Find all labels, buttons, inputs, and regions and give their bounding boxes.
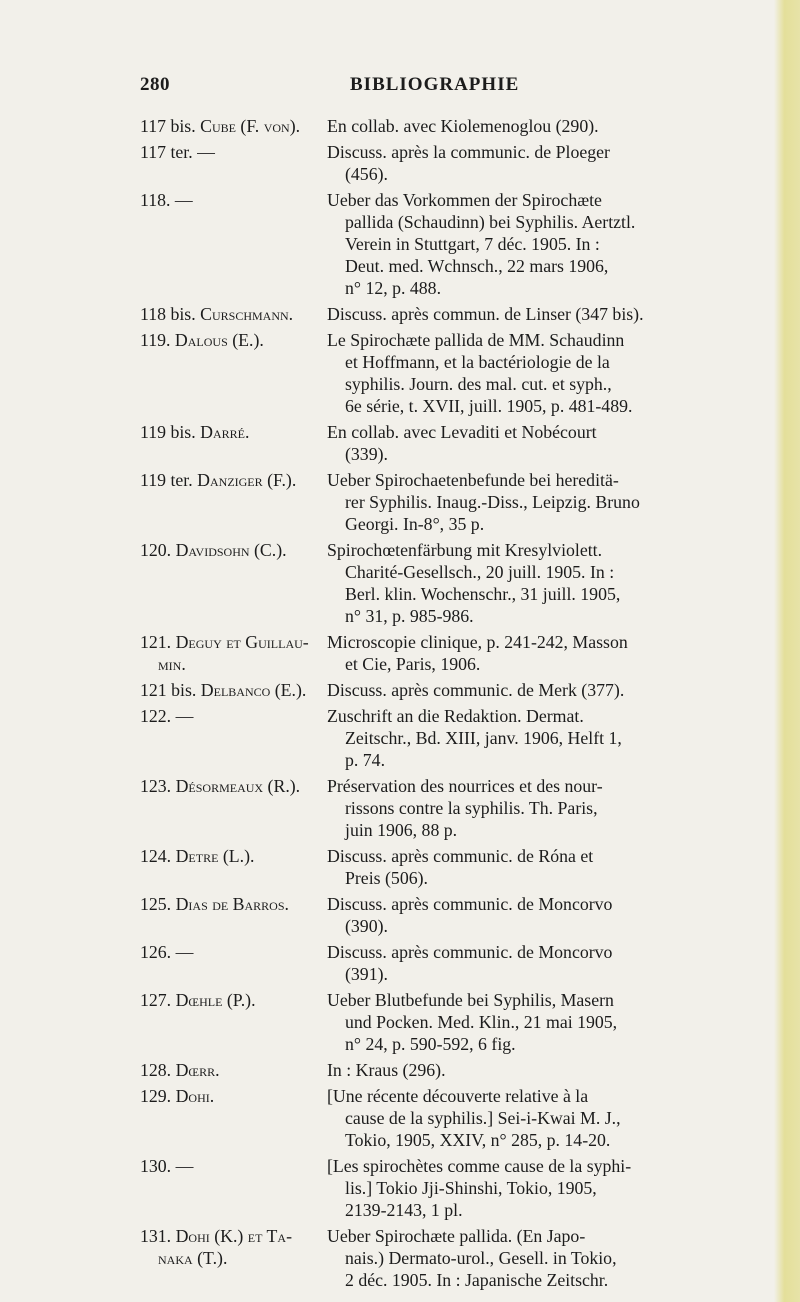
entry-line [0, 211, 800, 233]
entry-number: 125. [140, 894, 172, 914]
entry-number-author [140, 189, 316, 211]
entry-number-author [140, 539, 316, 561]
entry-text-line: nais.) Dermato-urol., Gesell. in Tokio, [345, 1248, 617, 1268]
entry-text-line: Berl. klin. Wochenschr., 31 juill. 1905, [345, 584, 621, 604]
entry-number: 131. [140, 1226, 172, 1246]
entry-author: Davidsohn (C.). [175, 540, 287, 560]
entry-line [0, 775, 800, 797]
entry-number: 119 ter. [140, 470, 193, 490]
entry-text-line: Tokio, 1905, XXIV, n° 285, p. 14-20. [345, 1130, 611, 1150]
entry-line [0, 797, 800, 819]
bibliography-entry [0, 845, 800, 889]
entry-line [0, 469, 800, 491]
entry-line [0, 1011, 800, 1033]
bibliography-entry [0, 941, 800, 985]
entry-number: 118 bis. [140, 304, 196, 324]
entry-number-author [140, 989, 316, 1011]
entry-author-continued [140, 653, 316, 675]
bibliography-entry [0, 1059, 800, 1081]
entry-line [0, 539, 800, 561]
entry-number-author [140, 1225, 316, 1247]
entry-author-continuation: naka (T.). [158, 1248, 228, 1268]
bibliography-entry [0, 1225, 800, 1291]
bibliography-entry [0, 631, 800, 675]
entry-line [0, 705, 800, 727]
entry-text-line: n° 31, p. 985-986. [345, 606, 474, 626]
entry-text-line: pallida (Schaudinn) bei Syphilis. Aertztl. [345, 212, 636, 232]
entry-number: 119 bis. [140, 422, 196, 442]
entry-text-line: Zuschrift an die Redaktion. Dermat. [327, 706, 584, 726]
entry-number-author [140, 1155, 316, 1177]
entry-author: Dias de Barros. [175, 894, 289, 914]
entry-text-line: 2139-2143, 1 pl. [345, 1200, 463, 1220]
page-number: 280 [140, 74, 170, 95]
entry-text-line: [Une récente découverte relative à la [327, 1086, 589, 1106]
entry-line [0, 749, 800, 771]
entry-number: 117 ter. [140, 142, 193, 162]
entry-text-line: Charité-Gesellsch., 20 juill. 1905. In : [345, 562, 615, 582]
entry-line [0, 561, 800, 583]
entry-text-line: rissons contre la syphilis. Th. Paris, [345, 798, 598, 818]
entry-number: 121 bis. [140, 680, 197, 700]
entry-line [0, 915, 800, 937]
bibliography-entry [0, 141, 800, 185]
entry-number-author [140, 421, 316, 443]
entry-number: 130. [140, 1156, 172, 1176]
entry-text-line: n° 12, p. 488. [345, 278, 442, 298]
entry-text-line: rer Syphilis. Inaug.-Diss., Leipzig. Bruno [345, 492, 640, 512]
bibliography-entry [0, 775, 800, 841]
entry-text-line: et Cie, Paris, 1906. [345, 654, 481, 674]
entry-line [0, 727, 800, 749]
entry-text-line: Discuss. après commun. de Linser (347 bis). [327, 304, 644, 324]
bibliography-entry [0, 189, 800, 299]
entry-line [0, 189, 800, 211]
entry-number: 127. [140, 990, 172, 1010]
entry-text-line: p. 74. [345, 750, 386, 770]
entry-line [0, 1247, 800, 1269]
entry-text-line: Georgi. In-8°, 35 p. [345, 514, 485, 534]
entry-author: — [175, 942, 194, 962]
entry-number: 126. [140, 942, 172, 962]
entry-line [0, 491, 800, 513]
entry-text-line: Le Spirochæte pallida de MM. Schaudinn [327, 330, 625, 350]
entry-number-author [140, 893, 316, 915]
entry-text-line: En collab. avec Levaditi et Nobécourt [327, 422, 597, 442]
entry-text-line: Ueber das Vorkommen der Spirochæte [327, 190, 602, 210]
entry-line [0, 845, 800, 867]
entry-number: 117 bis. [140, 116, 196, 136]
entry-text-line: Verein in Stuttgart, 7 déc. 1905. In : [345, 234, 600, 254]
entry-line [0, 1129, 800, 1151]
entry-number-author [140, 1059, 316, 1081]
entry-text-line: lis.] Tokio Jji-Shinshi, Tokio, 1905, [345, 1178, 597, 1198]
entry-text-line: 2 déc. 1905. In : Japanische Zeitschr. [345, 1270, 609, 1290]
entry-author: Deguy et Guillau- [175, 632, 309, 652]
entry-text-line: (390). [345, 916, 388, 936]
entry-line [0, 373, 800, 395]
entry-line [0, 631, 800, 653]
entry-number-author [140, 679, 316, 701]
entry-text-line: In : Kraus (296). [327, 1060, 446, 1080]
entry-number: 120. [140, 540, 172, 560]
entry-text-line: cause de la syphilis.] Sei-i-Kwai M. J., [345, 1108, 621, 1128]
entry-line [0, 893, 800, 915]
bibliography-entry [0, 989, 800, 1055]
bibliography-entry [0, 1085, 800, 1151]
entry-number-author [140, 303, 316, 325]
entry-line [0, 1107, 800, 1129]
entry-text-line: [Les spirochètes comme cause de la syphi- [327, 1156, 632, 1176]
entry-number: 119. [140, 330, 171, 350]
entry-line [0, 277, 800, 299]
entry-number: 124. [140, 846, 172, 866]
entry-line [0, 1225, 800, 1247]
entry-author: Dohi. [175, 1086, 215, 1106]
bibliography-entry [0, 421, 800, 465]
entry-number-author [140, 141, 316, 163]
entry-author: Dalous (E.). [174, 330, 264, 350]
entry-text-line: Discuss. après communic. de Moncorvo [327, 942, 613, 962]
entry-text-line: Ueber Spirochaetenbefunde bei hereditä- [327, 470, 619, 490]
entry-line [0, 233, 800, 255]
entry-author: Darré. [200, 422, 250, 442]
entry-line [0, 1177, 800, 1199]
entry-line [0, 941, 800, 963]
entry-line [0, 351, 800, 373]
entry-text-line: En collab. avec Kiolemenoglou (290). [327, 116, 599, 136]
entry-line [0, 141, 800, 163]
entry-text-line: Preis (506). [345, 868, 428, 888]
entry-author: — [197, 142, 215, 162]
entry-text-line: Préservation des nourrices et des nour- [327, 776, 603, 796]
entry-number-author [140, 1085, 316, 1107]
entry-author: Curschmann. [200, 304, 294, 324]
entry-line [0, 329, 800, 351]
entry-line [0, 1085, 800, 1107]
entry-text-line: Spirochœtenfärbung mit Kresylviolett. [327, 540, 603, 560]
entry-line [0, 255, 800, 277]
entry-line [0, 1199, 800, 1221]
entry-author: Dohi (K.) et Ta- [175, 1226, 292, 1246]
entry-author: Danziger (F.). [197, 470, 297, 490]
bibliography-entry [0, 469, 800, 535]
entry-author: Detre (L.). [175, 846, 255, 866]
bibliography-list [0, 115, 800, 1295]
entry-line [0, 583, 800, 605]
bibliography-entry [0, 679, 800, 701]
entry-text-line: n° 24, p. 590-592, 6 fig. [345, 1034, 516, 1054]
entry-text-line: Ueber Spirochæte pallida. (En Japo- [327, 1226, 586, 1246]
entry-line [0, 679, 800, 701]
entry-number-author [140, 631, 316, 653]
entry-number-author [140, 115, 316, 137]
entry-text-line: und Pocken. Med. Klin., 21 mai 1905, [345, 1012, 618, 1032]
entry-line [0, 963, 800, 985]
entry-number-author [140, 941, 316, 963]
entry-line [0, 303, 800, 325]
entry-text-line: (391). [345, 964, 388, 984]
entry-text-line: Zeitschr., Bd. XIII, janv. 1906, Helft 1, [345, 728, 622, 748]
entry-number-author [140, 845, 316, 867]
entry-author: — [174, 190, 193, 210]
entry-line [0, 653, 800, 675]
entry-text-line: Discuss. après communic. de Merk (377). [327, 680, 625, 700]
entry-author-continued [140, 1247, 316, 1269]
entry-number: 129. [140, 1086, 172, 1106]
entry-line [0, 1059, 800, 1081]
entry-line [0, 605, 800, 627]
entry-line [0, 1269, 800, 1291]
entry-text-line: et Hoffmann, et la bactériologie de la [345, 352, 610, 372]
entry-author: Cube (F. von). [200, 116, 301, 136]
entry-number-author [140, 705, 316, 727]
bibliography-entry [0, 115, 800, 137]
entry-author: Delbanco (E.). [200, 680, 307, 700]
bibliography-entry [0, 893, 800, 937]
bibliography-entry [0, 539, 800, 627]
entry-line [0, 1155, 800, 1177]
entry-line [0, 867, 800, 889]
entry-line [0, 443, 800, 465]
entry-text-line: (456). [345, 164, 388, 184]
entry-line [0, 115, 800, 137]
entry-text-line: 6e série, t. XVII, juill. 1905, p. 481-489. [345, 396, 633, 416]
entry-text-line: Discuss. après communic. de Moncorvo [327, 894, 613, 914]
entry-number: 128. [140, 1060, 172, 1080]
bibliography-entry [0, 705, 800, 771]
entry-author-continuation: min. [158, 654, 186, 674]
entry-line [0, 421, 800, 443]
entry-number: 118. [140, 190, 171, 210]
entry-author: Désormeaux (R.). [175, 776, 301, 796]
entry-author: Dœhle (P.). [175, 990, 256, 1010]
entry-line [0, 395, 800, 417]
entry-text-line: syphilis. Journ. des mal. cut. et syph., [345, 374, 612, 394]
entry-number: 123. [140, 776, 172, 796]
entry-line [0, 819, 800, 841]
entry-number-author [140, 775, 316, 797]
bibliography-entry [0, 329, 800, 417]
entry-author: — [175, 706, 194, 726]
entry-number: 121. [140, 632, 172, 652]
running-head: BIBLIOGRAPHIE [350, 74, 520, 95]
entry-text-line: Deut. med. Wchnsch., 22 mars 1906, [345, 256, 609, 276]
entry-text-line: (339). [345, 444, 388, 464]
entry-author: — [175, 1156, 194, 1176]
entry-line [0, 513, 800, 535]
entry-text-line: Ueber Blutbefunde bei Syphilis, Masern [327, 990, 614, 1010]
entry-text-line: juin 1906, 88 p. [345, 820, 458, 840]
entry-number-author [140, 469, 316, 491]
entry-text-line: Discuss. après la communic. de Ploeger [327, 142, 610, 162]
page-header [0, 74, 800, 98]
entry-number-author [140, 329, 316, 351]
entry-line [0, 163, 800, 185]
entry-text-line: Microscopie clinique, p. 241-242, Masson [327, 632, 628, 652]
entry-text-line: Discuss. après communic. de Róna et [327, 846, 594, 866]
entry-number: 122. [140, 706, 172, 726]
bibliography-entry [0, 1155, 800, 1221]
bibliography-entry [0, 303, 800, 325]
entry-line [0, 1033, 800, 1055]
entry-author: Dœrr. [175, 1060, 220, 1080]
entry-line [0, 989, 800, 1011]
